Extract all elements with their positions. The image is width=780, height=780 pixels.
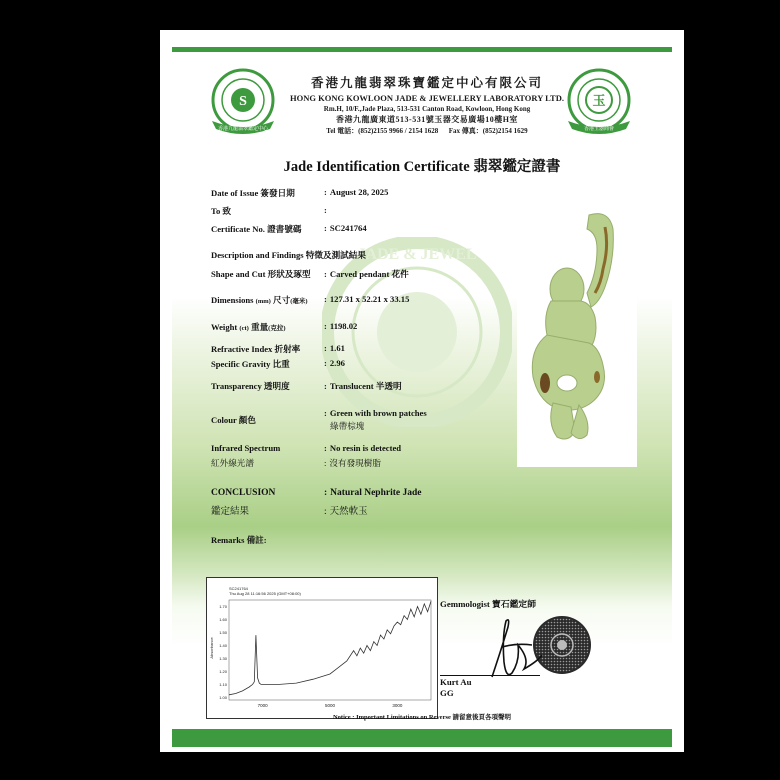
refractive-index-label: Refractive Index 折射率	[211, 344, 301, 354]
conclusion-label-cn: 鑑定結果	[211, 507, 250, 517]
lab-logo-right-icon	[564, 67, 634, 137]
transparency-value: : Translucent 半透明	[324, 381, 402, 391]
logo-right-ribbon-text: 香港玉器商會	[583, 126, 615, 132]
logo-left-letter: S	[239, 94, 247, 109]
dimensions-label: Dimensions (mm) 尺寸(毫米)	[211, 295, 308, 305]
gemmologist-credentials	[440, 677, 472, 699]
chart-y-tick-label: 1.50	[219, 629, 227, 635]
infrared-spectrum-chart	[206, 577, 438, 719]
refractive-index-value: : 1.61	[324, 343, 345, 353]
dimensions-value: : 127.31 x 52.21 x 33.15	[324, 294, 410, 304]
to-value: :	[324, 205, 327, 215]
lab-address-cn: 香港九龍廣東道513-531號玉器交易廣場10樓H室	[336, 115, 518, 124]
watermark-band-text: JADE & JEWEL	[357, 246, 477, 263]
chart-x-tick-label: 3000	[392, 703, 403, 708]
gemmologist-name: Kurt Au	[440, 677, 472, 687]
chart-x-tick-label: 5000	[324, 703, 336, 708]
lab-header	[282, 73, 572, 136]
weight-label: Weight (ct) 重量(克拉)	[211, 322, 286, 332]
weight-value: : 1198.02	[324, 321, 358, 331]
logo-left-ribbon-text: 香港九龍翡翠鑑定中心	[217, 126, 269, 132]
certificate-title: Jade Identification Certificate 翡翠鑑定證書	[283, 159, 561, 175]
lab-name-en: HONG KONG KOWLOON JADE & JEWELLERY LABORATORY LTD.	[290, 93, 564, 103]
lab-name-cn: 香港九龍翡翠珠寶鑑定中心有限公司	[310, 76, 543, 90]
chart-y-tick-label: 1.40	[219, 642, 227, 648]
notice-text: Notice : Important Limitations on Reverse 請留意後頁各項聲明	[332, 714, 511, 721]
chart-header-line-2: Thu Aug 28 11:16:56 2025 (GMT+08:00)	[229, 591, 301, 596]
lab-tel: Tel 電話：(852)2155 9966 / 2154 1628	[326, 127, 439, 135]
specific-gravity-label: Specific Gravity 比重	[211, 359, 290, 369]
chart-header-line-1: SC241764	[229, 586, 248, 591]
colour-label: Colour 顏色	[211, 415, 256, 425]
date-label: Date of Issue 簽發日期	[211, 188, 295, 198]
colour-value-en: : Green with brown patches	[324, 408, 427, 418]
remarks-label: Remarks 備註:	[211, 535, 267, 545]
lab-address-en: Rm.H, 10/F.,Jade Plaza, 513-531 Canton Road, Kowloon, Hong Kong	[323, 105, 531, 113]
jade-pendant-photo	[517, 207, 637, 467]
conclusion-value-en: : Natural Nephrite Jade	[324, 488, 422, 498]
certificate-scan	[160, 30, 684, 752]
top-border	[172, 47, 672, 52]
transparency-label: Transparency 透明度	[211, 381, 290, 391]
infrared-label-en: Infrared Spectrum	[211, 443, 281, 453]
infrared-value-en: : No resin is detected	[324, 443, 402, 453]
conclusion-label-en: CONCLUSION	[211, 488, 276, 498]
footer-band	[172, 729, 672, 747]
logo-right-letter: 玉	[592, 94, 606, 109]
watermark-seal-icon	[322, 237, 512, 427]
gemmologist-title: GG	[440, 688, 454, 698]
conclusion-value-cn: : 天然軟玉	[324, 507, 368, 517]
shape-value: : Carved pendant 花件	[324, 269, 409, 279]
description-heading: Description and Findings 特徵及測試結果	[211, 250, 366, 260]
certificate-number-value: : SC241764	[324, 223, 367, 233]
certificate-number-label: Certificate No. 證書號碼	[211, 224, 302, 234]
lab-fax: Fax 傳真：(852)2154 1629	[448, 127, 528, 135]
chart-y-tick-label: 1.30	[219, 655, 227, 661]
gemmologist-label: Gemmologist 寶石鑑定師	[440, 599, 537, 609]
infrared-label-cn: 紅外線光譜	[211, 458, 254, 468]
chart-x-tick-label: 7000	[257, 703, 268, 708]
colour-value-cn: 綠帶棕塊	[330, 421, 365, 431]
shape-label: Shape and Cut 形狀及琢型	[211, 269, 311, 279]
chart-y-tick-label: 1.70	[219, 603, 227, 609]
date-value: : August 28, 2025	[324, 187, 389, 197]
spectrum-line	[229, 601, 431, 695]
signature-line	[440, 675, 540, 676]
chart-y-tick-label: 1.00	[219, 694, 227, 700]
chart-y-tick-label: 1.20	[219, 668, 227, 674]
chart-y-axis-label: Absorbance	[209, 637, 214, 659]
to-label: To 致	[211, 206, 231, 216]
specific-gravity-value: : 2.96	[324, 358, 345, 368]
lab-logo-left-icon	[208, 67, 278, 137]
lab-contact	[282, 126, 572, 136]
infrared-spectrum-plot	[207, 578, 437, 718]
chart-y-tick-label: 1.10	[219, 681, 227, 687]
certificate	[172, 47, 672, 747]
chart-plot-frame	[229, 600, 431, 700]
chart-y-tick-label: 1.60	[219, 616, 227, 622]
infrared-value-cn: : 沒有發現樹脂	[324, 458, 381, 468]
